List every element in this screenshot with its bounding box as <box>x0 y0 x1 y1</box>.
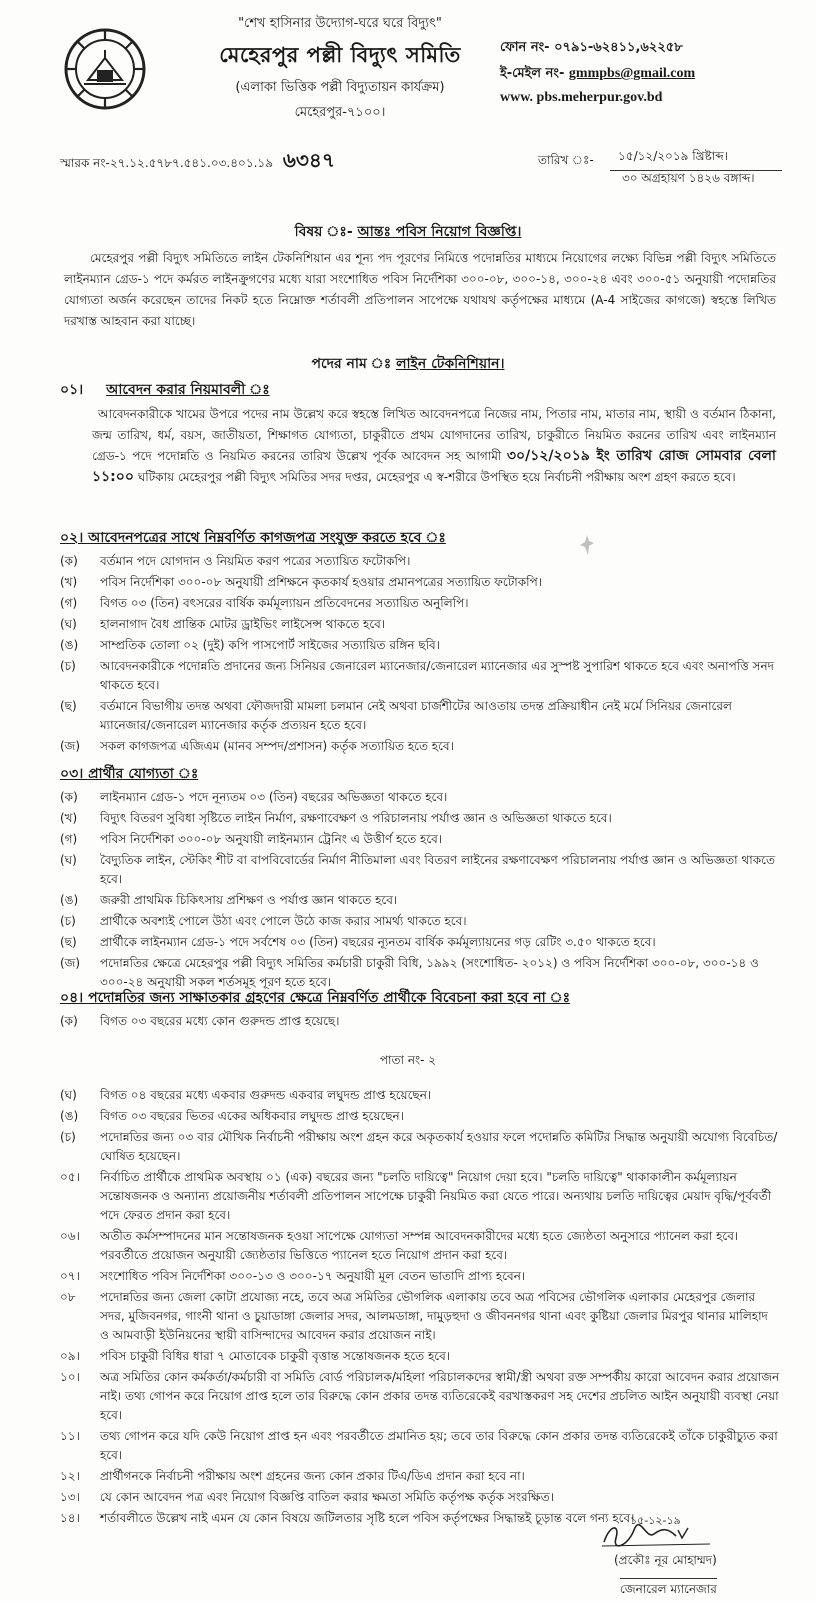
page-2-item-text: অতীত কর্মসম্পাদনের মান সন্তোষজনক হওয়া সাপেক্ষে যোগ্যতা সম্পন্ন আবেদনকারীদের মধ্যে হতে জ্যেষ্ঠতা অনুসারে প্যানেল করা হবে। পরবর্তীতে প্রয়োজন অনুযায়ী জ্যেষ্ঠতার ভিত্তিতে প্যানেল হতে নিয়োগ প্রদান করা হবে। <box>100 1229 739 1262</box>
page-2-item-marker: ১১। <box>60 1429 80 1443</box>
section-2-item <box>60 636 780 655</box>
section-2-item-marker: (চ) <box>60 659 76 673</box>
section-2-item-text: সাম্প্রতিক তোলা ০২ (দুই) কপি পাসপোর্ট সাইজের সত্যায়িত রঙ্গিন ছবি। <box>100 638 440 652</box>
page-2-item <box>60 1128 780 1166</box>
page-2-item <box>60 1267 780 1286</box>
section-2-item-marker: (ঙ) <box>60 638 79 652</box>
section-2-item-text: বিগত ০৩ (তিন) বৎসরের বার্ষিক কর্মমূল্যায়ন প্রতিবেদনের সত্যায়িত অনুলিপি। <box>100 596 469 610</box>
page-2-item-marker: ০৮ <box>60 1290 76 1304</box>
section-2-item-marker: (ঘ) <box>60 617 77 631</box>
section-1-text-b: ঘটিকায় মেহেরপুর পল্লী বিদ্যুৎ সমিতির সদর দপ্তর, মেহেরপুর এ স্ব-শরীরে উপস্থিত হয়ে নির্বাচনী পরীক্ষায় অংশ গ্রহণ করতে হবে। <box>137 470 736 484</box>
page-2-item-marker: (চ) <box>60 1130 76 1144</box>
page-2-item <box>60 1227 780 1265</box>
section-3-item-text: পদোন্নতির ক্ষেত্রে মেহেরপুর পল্লী বিদ্যুৎ সমিতির কর্মচারী চাকুরী বিধি, ১৯৯২ (সংশোধিত- ২০১২) ও পবিস নির্দেশিকা ৩০০-০৮, ৩০০-১৪ ও ৩০০-২৪ অনুযায়ী সকল শর্তসমূহ পূরণ হতে হবে। <box>100 956 759 989</box>
page-2-item <box>60 1168 780 1225</box>
pbs-seal-logo <box>64 28 146 110</box>
section-3-item-marker: (ক) <box>60 790 78 804</box>
page-2-item-marker: ০৭। <box>60 1269 80 1283</box>
section-2-item <box>60 737 780 756</box>
page-2-item-text: প্রার্থীগনকে নির্বাচনী পরীক্ষায় অংশ গ্রহনের জন্য কোন প্রকার টিএ/ডিএ প্রদান করা হবে না। <box>100 1469 525 1483</box>
page-2-item-text: নির্বাচিত প্রার্থীকে প্রাথমিক অবস্থায় ০১ (এক) বছরের জন্য "চলতি দায়িত্বে" নিয়োগ দেয়া হবে। "চলতি দায়িত্বে" থাকাকালীন কর্মমূল্যায়ন সন্তোষজনক ও অন্যান্য প্রয়োজনীয় শর্তাবলী প্রতিপালন সাপেক্ষে চাকুরী নিয়মিত করা যেতে পারে। অন্যথায় চলতি দায়িত্বের মেয়াদ বৃদ্ধি/পূর্ববর্তী পদে ফেরত প্রদান করা হবে। <box>100 1170 772 1222</box>
section-3-item-marker: (ঙ) <box>60 893 79 907</box>
section-3-item-marker: (ঘ) <box>60 853 77 867</box>
subject-line <box>0 220 816 244</box>
page-2-item <box>60 1086 780 1105</box>
section-3-item <box>60 933 780 952</box>
phone: ফোন নং- ০৭৯১-৬২৪১১,৬২২৫৮ <box>500 40 683 55</box>
post-label: পদের নাম ঃ <box>311 356 392 372</box>
section-3-item-text: পবিস নির্দেশিকা ৩০০-০৮ অনুযায়ী লাইনম্যান ট্রেনিং এ উত্তীর্ণ হতে হবে। <box>100 832 443 846</box>
subject-text: আন্তঃ পবিস নিয়োগ বিজ্ঞপ্তি। <box>357 224 522 240</box>
section-2-item-marker: (ছ) <box>60 699 77 713</box>
post-name <box>0 352 816 376</box>
signatory-title: জেনারেল ম্যানেজার <box>620 1578 717 1601</box>
section-3-item <box>60 891 780 910</box>
section-3-item <box>60 830 780 849</box>
website-link[interactable]: www. pbs.meherpur.gov.bd <box>500 90 663 105</box>
page-2-item-marker: ০৯। <box>60 1349 80 1363</box>
section-3-item <box>60 809 780 828</box>
section-1-heading <box>60 378 270 402</box>
org-city: মেহেরপুর-৭১০০। <box>294 105 386 120</box>
section-3-item-marker: (ছ) <box>60 935 77 949</box>
page-2-item <box>60 1368 780 1425</box>
subject-label: বিষয় ঃ- <box>294 224 353 240</box>
section-2-item-text: পবিস নির্দেশিকা ৩০০-০৮ অনুযায়ী প্রশিক্ষনে কৃতকার্য হওয়ার প্রমানপত্রের সত্যায়িত ফটোকপি। <box>100 575 543 589</box>
section-1-deadline: ৩০/১২/২০১৯ ইং তারিখ রোজ সোমবার বেলা ১১:০০ <box>92 448 776 485</box>
section-3-list <box>60 788 780 994</box>
section-3-item-marker: (জ) <box>60 956 81 970</box>
section-1-text-a: আবেদনকারীকে খামের উপরে পদের নাম উল্লেখ করে স্বহস্তে লিখিত আবেদনপত্রে নিজের নাম, পিতার নাম, মাতার নাম, স্থায়ী ও বর্তমান ঠিকানা, জন্ম তারিখ, ধর্ম, বয়স, জাতীয়তা, শিক্ষাগত যোগ্যতা, চাকুরীতে প্রথম যোগদানের তারিখ, চাকুরীতে নিয়মিত করনের তারিখ এবং লাইনম্যান গ্রেড-১ পদে পদোন্নতি ও নিয়মিত করনের তারিখ উল্লেখ পূর্বক আবেদন সহ আগামী <box>92 407 776 463</box>
page-2-item-marker: (ঘ) <box>60 1088 77 1102</box>
section-2-item-marker: (গ) <box>60 596 78 610</box>
section-1-title: আবেদন করার নিয়মাবলী ঃ <box>106 382 270 398</box>
page-2-item-marker: ১৩। <box>60 1490 80 1504</box>
page-2-item-text: বিগত ০৪ বছরের মধ্যে একবার গুরুদন্ড একবার লঘুদন্ড প্রাপ্ত হয়েছেন। <box>100 1088 432 1102</box>
memo-handwritten-number: ৬৩৪৭ <box>282 148 335 172</box>
section-4-item-marker: (ক) <box>60 1014 78 1028</box>
section-2-item-text: সকল কাগজপত্র এজিএম (মানব সম্পদ/প্রশাসন) কর্তৃক সত্যায়িত হতে হবে। <box>100 739 454 753</box>
section-2-item-text: বর্তমানে বিভাগীয় তদন্ত অথবা ফৌজদারী মামলা চলমান নেই অথবা চার্জশীটের আওতায় তদন্ত প্রক্রিয়াধীন নেই মর্মে সিনিয়র জেনারেল ম্যানেজার/জেনারেল ম্যানেজার কর্তৃক প্রত্যয়ন হতে হবে। <box>100 699 732 732</box>
section-3-heading <box>60 762 198 786</box>
page-2-item-text: পদোন্নতির জন্য জেলা কোটা প্রযোজ্য নহে, তবে অত্র সমিতির ভৌগলিক এলাকায় তবে অত্র পবিসের ভৌগলিক এলাকার মেহেরপুর জেলার সদর, মুজিবনগর, গাংনী থানা ও চুয়াডাঙ্গা জেলার সদর, আলমডাঙ্গা, দামুড়হুদা ও জীবননগর থানা এবং কুষ্টিয়া জেলার মিরপুর থানার মালিহাদ ও আমবাড়ী ইউনিয়নের স্থায়ী বাসিন্দাদের আবেদন করার প্রয়োজন নাই। <box>100 1290 768 1342</box>
section-3-item <box>60 912 780 931</box>
section-2-item-marker: (ক) <box>60 554 78 568</box>
org-name: মেহেরপুর পল্লী বিদ্যুৎ সমিতি <box>219 43 461 67</box>
letterhead <box>190 14 490 124</box>
section-3-item <box>60 851 780 889</box>
page-2-item-text: পদোন্নতির জন্য ০৩ বার মৌখিক নির্বাচনী পরীক্ষায় অংশ গ্রহন করে অকৃতকার্য হওয়ার ফলে পদোন্নতি কমিটির সিদ্ধান্ত অনুযায়ী অযোগ্য বিবেচিত/ঘোষিত হয়েছেন। <box>100 1130 778 1163</box>
slogan: "শেখ হাসিনার উদ্যোগ-ঘরে ঘরে বিদ্যুৎ" <box>238 16 442 31</box>
section-4-title: ০৪। পদোন্নতির জন্য সাক্ষাতকার গ্রহণের ক্ষেত্রে নিম্নবর্ণিত প্রার্থীকে বিবেচনা করা হবে না ঃ <box>60 990 571 1006</box>
section-4-item-text: বিগত ০৩ বছরের মধ্যে কোন গুরুদন্ড প্রাপ্ত হয়েছে। <box>100 1014 340 1028</box>
section-3-item-text: বৈদ্যুতিক লাইন, স্টেকিং শীট বা বাপবিবোর্ডের নির্মাণ নীতিমালা এবং বিতরণ লাইনের রক্ষণাবেক্ষণ পরিচালনায় পর্যাপ্ত জ্ঞান ও অভিজ্ঞতা থাকতে হবে। <box>100 853 775 886</box>
date-bengali: ৩০ অগ্রহায়ণ ১৪২৬ বঙ্গাব্দ। <box>622 171 755 185</box>
page-2-item <box>60 1107 780 1126</box>
section-1-number: ০১। <box>60 382 84 398</box>
section-2-list <box>60 552 780 758</box>
section-3-item-marker: (চ) <box>60 914 76 928</box>
page-2-item-text: বিগত ০৩ বছরের ভিতর একের অধিকবার লঘুদন্ড প্রাপ্ত হয়েছেন। <box>100 1109 404 1123</box>
page-2-item-text: সংশোধিত পবিস নির্দেশিকা ৩০০-১৩ ও ৩০০-১৭ অনুযায়ী মূল বেতন ভাতাদি প্রাপ্য হবেন। <box>100 1269 526 1283</box>
section-3-item-text: লাইনম্যান গ্রেড-১ পদে নূন্যতম ০৩ (তিন) বছরের অভিজ্ঞতা থাকতে হবে। <box>100 790 448 804</box>
signature-date: ১৫-১২-১৯ <box>630 1514 681 1527</box>
page-2-item-text: যে কোন আবেদন পত্র এবং নিয়োগ বিজ্ঞপ্তি বাতিল করার ক্ষমতা সমিতি কর্তৃপক্ষ কর্তৃক সংরক্ষিত। <box>100 1490 555 1504</box>
page-2-item-text: তথ্য গোপন করে যদি কেউ নিয়োগ প্রাপ্ত হন এবং পরবর্তীতে প্রমানিত হয়; তবে তার বিরুদ্ধে কোন প্রকার তদন্ত ব্যতিরেকেই তাঁকে চাকুরীচ্যুত করা হবে। <box>100 1429 778 1462</box>
section-3-item-marker: (খ) <box>60 811 78 825</box>
page-2-item <box>60 1427 780 1465</box>
post-title: লাইন টেকনিশিয়ান। <box>396 356 505 372</box>
section-2-item <box>60 573 780 592</box>
page-2-item <box>60 1467 780 1486</box>
section-2-item-text: আবেদনকারীকে পদোন্নতি প্রদানের জন্য সিনিয়র জেনারেল ম্যানেজার/জেনারেল ম্যানেজার এর সুস্পষ্ট সুপারিশ থাকতে হবে এবং অনাপত্তি সনদ থাকতে হবে। <box>100 659 774 692</box>
page-2-item-marker: ১০। <box>60 1370 80 1384</box>
page-2-item-marker: ১২। <box>60 1469 80 1483</box>
section-3-item <box>60 788 780 807</box>
page-2-item-text: অত্র সমিতির কোন কর্মকর্তা/কর্মচারী বা সমিতি বোর্ড পরিচালক/মহিলা পরিচালকদের স্বামী/স্ত্রী অথবা রক্ত সম্পর্কীয় কারো আবেদন করার প্রয়োজন নাই। তথ্য গোপন করে নিয়োগ প্রাপ্ত হলে তার বিরুদ্ধে কোন প্রকার তদন্ত ব্যতিরেকেই বরখাস্তকরণ সহ দেশের প্রচলিত আইন অনুযায়ী ব্যবস্থা নেয়া হবে। <box>100 1370 780 1422</box>
section-3-item-text: প্রার্থীকে লাইনম্যান গ্রেড-১ পদে সর্বশেষ ০৩ (তিন) বছরের ন্যূনতম বার্ষিক কর্মমূল্যায়নের গড় রেটিং ৩.৫০ থাকতে হবে। <box>100 935 656 949</box>
page-2-item <box>60 1347 780 1366</box>
section-3-item-text: বিদ্যুৎ বিতরণ সুবিধা সৃষ্টিতে লাইন নির্মাণ, রক্ষণাবেক্ষণ ও পরিচালনায় পর্যাপ্ত জ্ঞান ও অভিজ্ঞতা থাকতে হবে। <box>100 811 612 825</box>
page-2-item <box>60 1488 780 1507</box>
email-link[interactable]: gmmpbs@gmail.com <box>568 66 696 81</box>
page-2-item-marker: ০৬। <box>60 1229 80 1243</box>
section-2-item <box>60 615 780 634</box>
section-2-item <box>60 594 780 613</box>
page-2-item <box>60 1288 780 1345</box>
memo-number: স্মারক নং-২৭.১২.৫৭৮৭.৫৪১.০৩.৪০১.১৯ <box>60 156 273 170</box>
org-subtitle: (এলাকা ভিত্তিক পল্লী বিদ্যুতায়ন কার্যক্রম) <box>235 80 445 95</box>
section-2-item-text: হালনাগাদ বৈধ প্রান্তিক মোটর ড্রাইভিং লাইসেন্স থাকতে হবে। <box>100 617 386 631</box>
page-number: পাতা নং- ২ <box>379 1053 437 1067</box>
page-2-item-text: শর্তাবলীতে উল্লেখ নাই এমন যে কোন বিষয়ে জটিলতার সৃষ্টি হলে পবিস কর্তৃপক্ষের সিদ্ধান্তই চূড়ান্ত বলে গন্য হবে। <box>100 1511 635 1525</box>
memo-reference <box>60 146 335 179</box>
section-2-title: ০২। আবেদনপত্রের সাথে নিম্নবর্ণিত কাগজপত্র সংযুক্ত করতে হবে ঃ <box>60 530 446 546</box>
page-2-item-marker: (ঙ) <box>60 1109 79 1123</box>
page-2-list <box>60 1086 780 1530</box>
section-1-body <box>92 404 776 488</box>
section-4-list <box>60 1012 780 1033</box>
date-gregorian: ১৫/১২/২০১৯ খ্রিষ্টাব্দ। <box>610 148 782 171</box>
email-label: ই-মেইল নং- <box>500 66 565 81</box>
page-2-item-text: পবিস চাকুরী বিধির ধারা ৭ মোতাবেক চাকুরী বৃত্তান্ত সন্তোষজনক হতে হবে। <box>100 1349 451 1363</box>
section-3-item-text: প্রার্থীকে অবশ্যই পোলে উঠা এবং পোলে উঠে কাজ করার সামর্থ্য থাকতে হবে। <box>100 914 467 928</box>
section-4-item <box>60 1012 780 1031</box>
date-label: তারিখ ঃ- <box>538 153 594 167</box>
section-2-item-text: বর্তমান পদে যোগদান ও নিয়মিত করণ পত্রের সত্যায়িত ফটোকপি। <box>100 554 411 568</box>
section-2-item <box>60 552 780 571</box>
contact-block <box>500 38 800 111</box>
section-2-item <box>60 697 780 735</box>
section-2-item <box>60 657 780 695</box>
page-2-item-marker: ১৪। <box>60 1511 80 1525</box>
section-3-item-marker: (গ) <box>60 832 78 846</box>
section-2-item-marker: (জ) <box>60 739 81 753</box>
section-3-title: ০৩। প্রার্থীর যোগ্যতা ঃ <box>60 766 199 782</box>
section-3-item-text: জরুরী প্রাথমিক চিকিৎসায় প্রশিক্ষণ ও পর্যাপ্ত জ্ঞান থাকতে হবে। <box>100 893 398 907</box>
intro-paragraph: মেহেরপুর পল্লী বিদ্যুৎ সমিতিতে লাইন টেকনিশিয়ান এর শূন্য পদ পূরণের নিমিত্তে পদোন্নতির মাধ্যমে নিয়োগের লক্ষ্যে বিভিন্ন পল্লী বিদ্যুৎ সমিতিতে লাইনম্যান গ্রেড-১ পদে কর্মরত লাইনক্রুগণের মধ্যে যারা সংশোধিত পবিস নির্দেশিকা ৩০০-০৮, ৩০০-১৪, ৩০০-২৪ এবং ৩০০-৫১ অনুযায়ী পদোন্নতির যোগ্যতা অর্জন করেছেন তাদের নিকট হতে নিম্নোক্ত শর্তাবলী প্রতিপালন সাপেক্ষে যথাযথ কর্তৃপক্ষের মাধ্যমে (A-4 সাইজের কাগজে) স্বহস্তে লিখিত দরখাস্ত আহবান করা যাচ্ছে। <box>64 251 776 328</box>
section-4-heading <box>60 986 570 1010</box>
page-2-item-marker: ০৫। <box>60 1170 80 1184</box>
section-2-item-marker: (খ) <box>60 575 78 589</box>
section-2-heading <box>60 526 446 550</box>
signatory-name: (প্রকৌঃ নূর মোহাম্মদ) <box>614 1553 717 1567</box>
